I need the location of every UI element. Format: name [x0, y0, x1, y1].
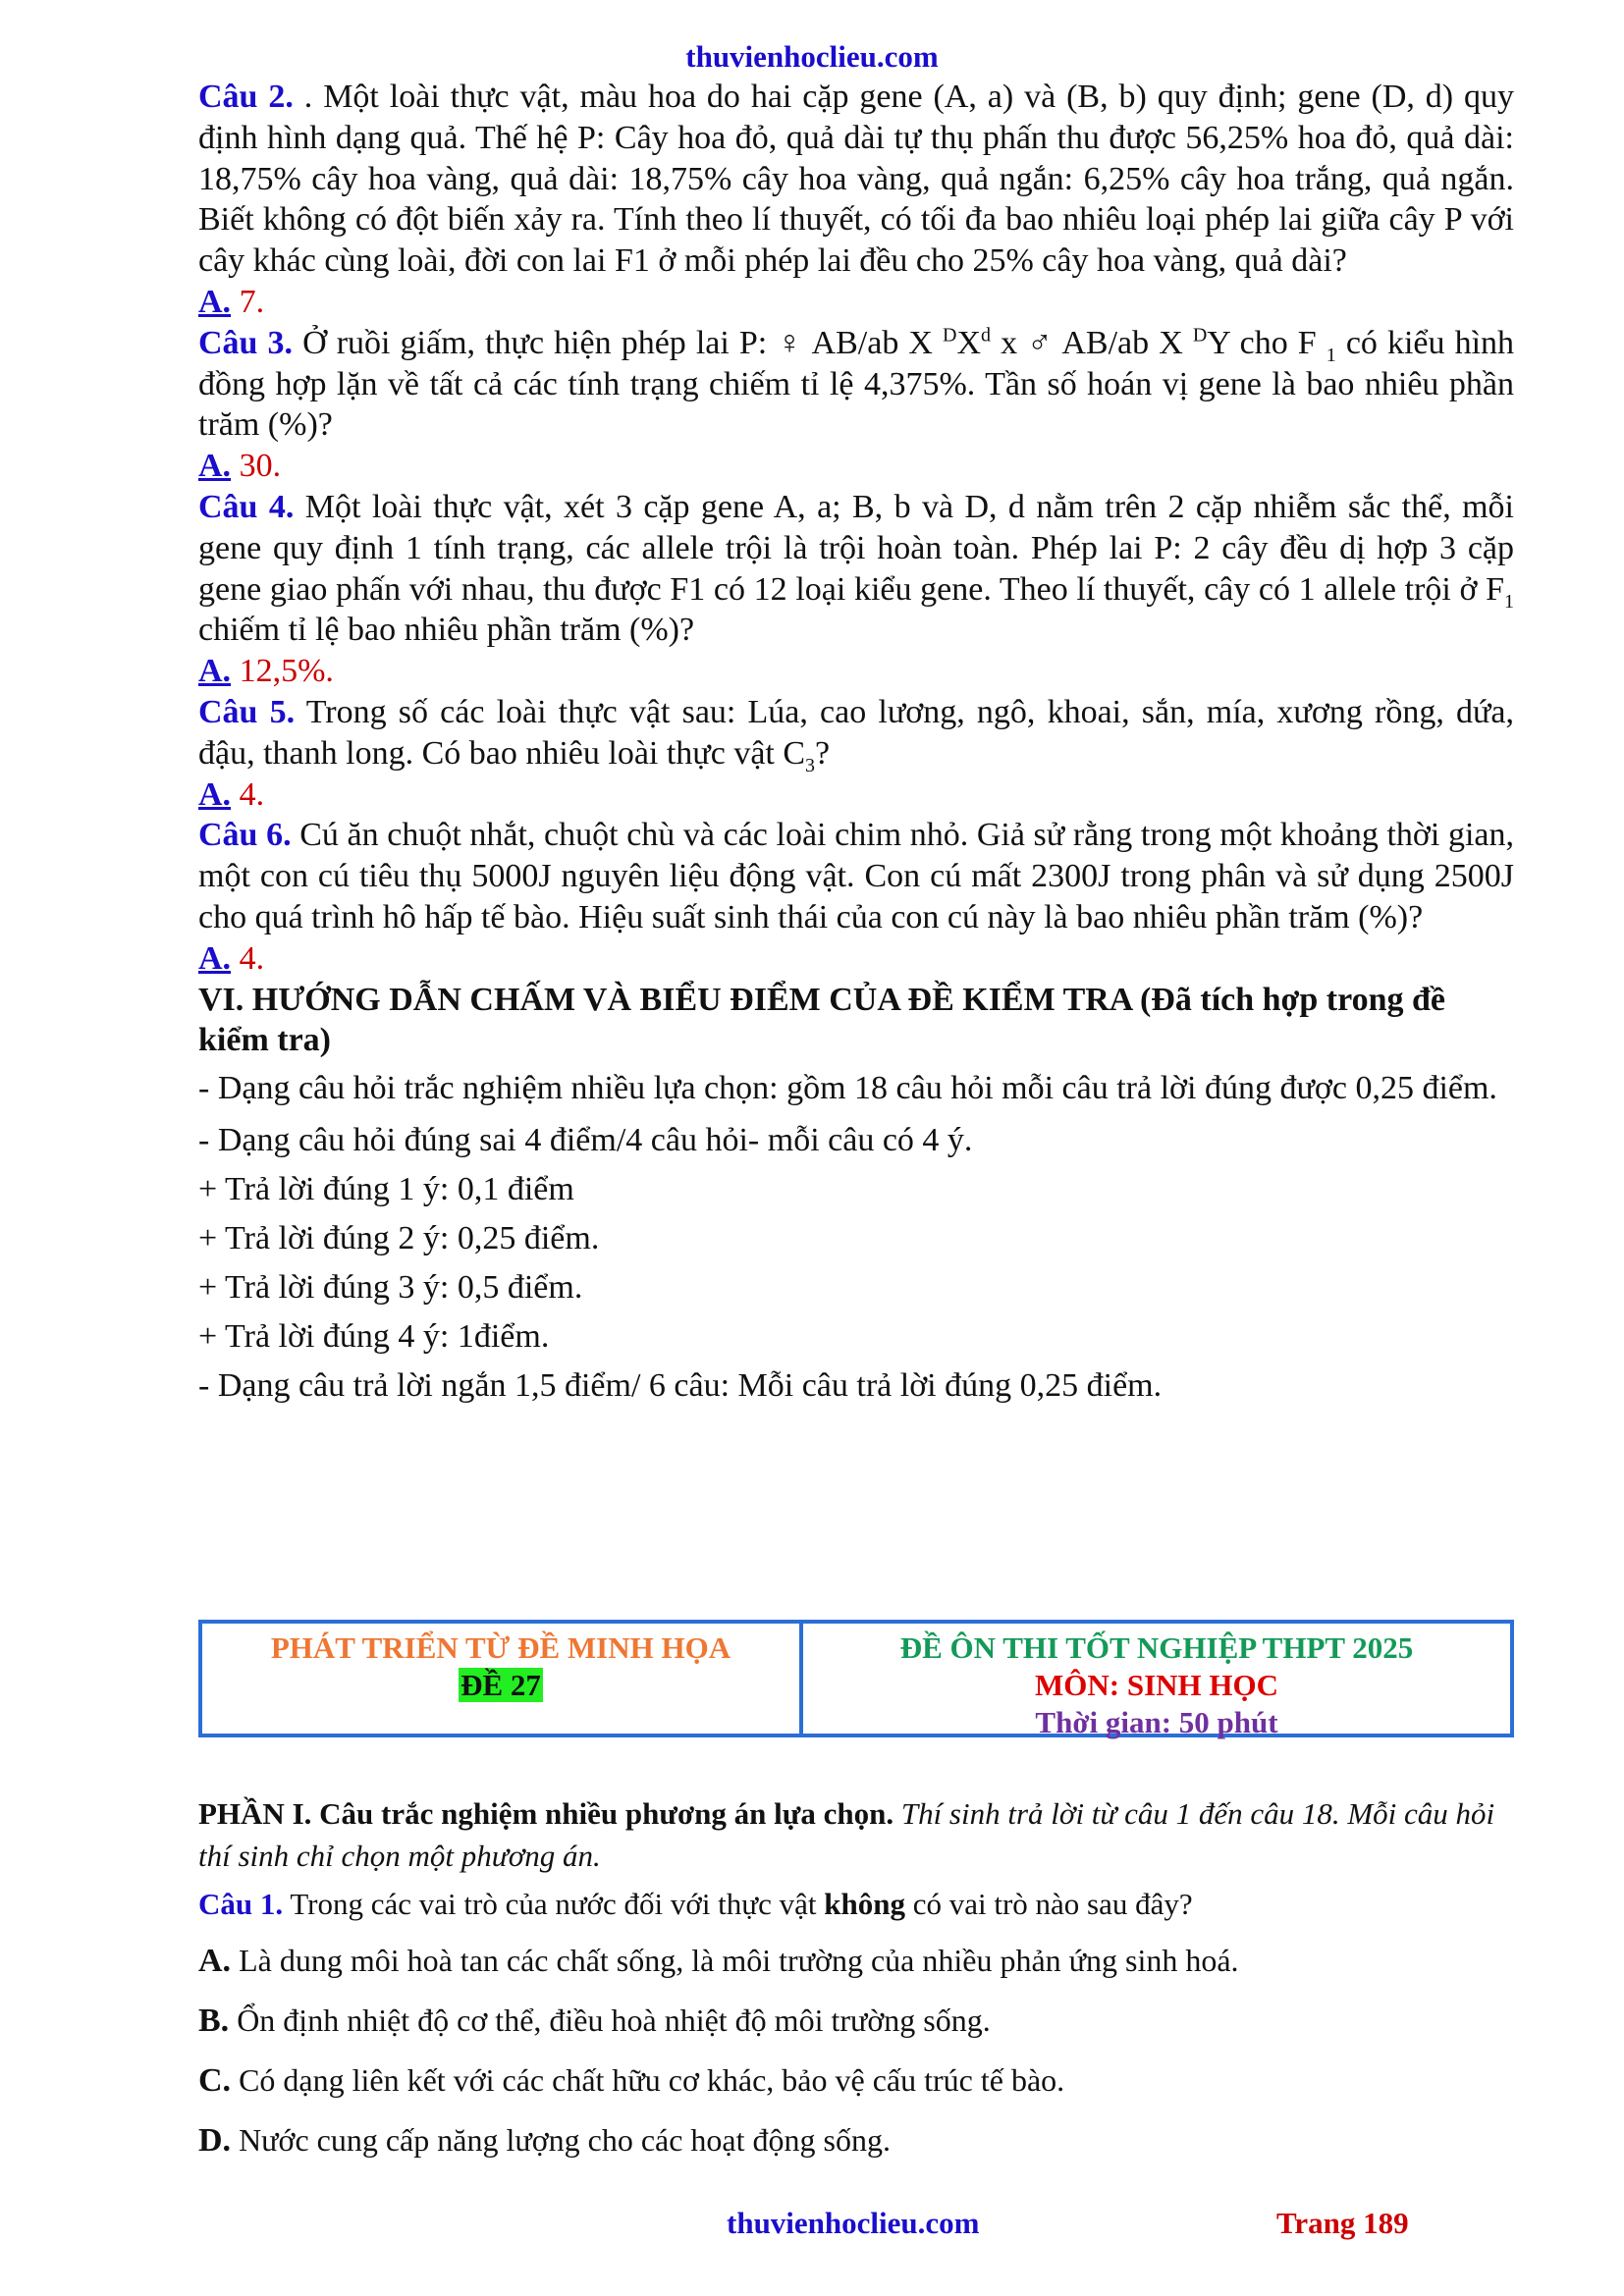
question-6	[198, 815, 1514, 937]
grading-rule: + Trả lời đúng 3 ý: 0,5 điểm.	[198, 1268, 583, 1306]
exam-box-left	[202, 1624, 803, 1734]
question-label: Câu 5.	[198, 693, 296, 730]
question-label: Câu 4.	[198, 488, 295, 525]
option-text: Là dung môi hoà tan các chất sống, là môi trường của nhiều phản ứng sinh hoá.	[231, 1943, 1239, 1978]
option-label: A.	[198, 1943, 232, 1979]
option-c	[198, 2051, 1514, 2110]
question-text: x ♂ AB/ab X	[991, 324, 1183, 361]
part-1-heading	[198, 1792, 1514, 1877]
page-number: Trang 189	[1276, 2206, 1409, 2240]
question-text: Ở ruồi giấm, thực hiện phép lai P: ♀ AB/ab X	[302, 324, 933, 361]
grading-rule: + Trả lời đúng 4 ý: 1điểm.	[198, 1317, 550, 1355]
option-text: Ổn định nhiệt độ cơ thể, điều hoà nhiệt độ môi trường sống.	[229, 2002, 991, 2038]
answer-5	[198, 774, 1514, 816]
footer-site-link[interactable]: thuvienhoclieu.com	[727, 2206, 980, 2240]
superscript: d	[981, 324, 992, 347]
answer-3	[198, 446, 1514, 487]
question-text: Cú ăn chuột nhắt, chuột chù và các loài chim nhỏ. Giả sử rằng trong một khoảng thời gian, một con cú tiêu thụ 5000J nguyên liệu động vật. Con cú mất 2300J trong phân và sử dụng 2500J cho quá trình hô hấp tế bào. Hiệu suất sinh thái của con cú này là bao nhiêu phần trăm (%)?	[198, 817, 1515, 935]
grading-rule: - Dạng câu trả lời ngắn 1,5 điểm/ 6 câu: Mỗi câu trả lời đúng 0,25 điểm.	[198, 1366, 1163, 1404]
answer-label: A.	[198, 653, 232, 690]
subscript: 1	[1504, 590, 1514, 613]
main-content	[198, 77, 1514, 1411]
section-title: VI. HƯỚNG DẪN CHẤM VÀ BIỂU ĐIỂM CỦA ĐỀ KIỂM TRA (Đã tích hợp trong đề kiểm tra)	[198, 981, 1445, 1058]
question-4	[198, 487, 1514, 651]
superscript: D	[943, 324, 957, 347]
question-text: X	[956, 324, 982, 361]
question-label: Câu 2.	[198, 79, 294, 115]
option-label: D.	[198, 2122, 232, 2159]
grading-rule: - Dạng câu hỏi đúng sai 4 điểm/4 câu hỏi- mỗi câu có 4 ý.	[198, 1121, 973, 1158]
question-label: Câu 3.	[198, 324, 294, 361]
exam-box-right	[803, 1624, 1510, 1739]
question-text: chiếm tỉ lệ bao nhiêu phần trăm (%)?	[198, 612, 695, 649]
answer-value: 4.	[239, 939, 265, 977]
answer-value: 7.	[239, 283, 265, 320]
answer-label: A.	[198, 283, 232, 320]
question-text: có kiểu hình đồng hợp lặn về tất cả các tính trạng chiếm tỉ lệ 4,375%. Tần số hoán vị gene là bao nhiêu phần trăm (%)?	[198, 324, 1515, 444]
answer-4	[198, 651, 1514, 692]
option-d	[198, 2110, 1514, 2170]
exam-number: ĐỀ 27	[460, 1668, 541, 1702]
part-1-instruction: Thí sinh trả lời từ câu 1 đến câu 18. Mỗi câu hỏi thí sinh chỉ chọn một phương án.	[198, 1796, 1495, 1873]
question-text: ?	[815, 734, 831, 772]
question-text: Trong số các loài thực vật sau: Lúa, cao lương, ngô, khoai, sắn, mía, xương rồng, dứa, đậu, thanh long. Có bao nhiêu loài thực vật C	[198, 693, 1515, 772]
question-text: Y cho F	[1207, 324, 1317, 361]
exam-source-title: PHÁT TRIỂN TỪ ĐỀ MINH HỌA	[270, 1630, 731, 1665]
options-list	[198, 1931, 1514, 2170]
question-emphasis: không	[824, 1887, 905, 1921]
answer-value: 12,5%.	[239, 653, 334, 690]
question-1	[198, 1883, 1514, 1925]
answer-label: A.	[198, 448, 232, 485]
subscript: 1	[1326, 344, 1336, 366]
question-3	[198, 323, 1514, 446]
question-text: có vai trò nào sau đây?	[904, 1887, 1193, 1921]
question-text: Trong các vai trò của nước đối với thực vật	[283, 1887, 825, 1921]
grading-rule: + Trả lời đúng 1 ý: 0,1 điểm	[198, 1170, 574, 1207]
option-a	[198, 1931, 1514, 1991]
exam-subject: MÔN: SINH HỌC	[1035, 1668, 1278, 1702]
question-text: . Một loài thực vật, màu hoa do hai cặp gene (A, a) và (B, b) quy định; gene (D, d) quy định hình dạng quả. Thế hệ P: Cây hoa đỏ, quả dài tự thụ phấn thu được 56,25% hoa đỏ, quả dài: 18,75% cây hoa vàng, quả dài: 18,75% cây hoa vàng, quả ngắn: 6,25% cây hoa trắng, quả ngắn. Biết không có đột biến xảy ra. Tính theo lí thuyết, có tối đa bao nhiêu loại phép lai giữa cây P với cây khác cùng loài, đời con lai F1 ở mỗi phép lai đều cho 25% cây hoa vàng, quả dài?	[198, 79, 1515, 280]
question-5	[198, 692, 1514, 774]
option-text: Nước cung cấp năng lượng cho các hoạt động sống.	[231, 2122, 891, 2158]
answer-label: A.	[198, 939, 232, 977]
option-text: Có dạng liên kết với các chất hữu cơ khác, bảo vệ cấu trúc tế bào.	[231, 2062, 1065, 2098]
part-1-title: PHẦN I. Câu trắc nghiệm nhiều phương án lựa chọn.	[198, 1796, 894, 1831]
question-label: Câu 1.	[198, 1887, 284, 1921]
exam-header-box	[198, 1620, 1514, 1737]
exam-title: ĐỀ ÔN THI TỐT NGHIỆP THPT 2025	[899, 1630, 1414, 1665]
header-site-link[interactable]: thuvienhoclieu.com	[685, 39, 939, 74]
answer-2	[198, 282, 1514, 323]
answer-label: A.	[198, 775, 232, 813]
grading-rule: + Trả lời đúng 2 ý: 0,25 điểm.	[198, 1219, 600, 1256]
exam-duration: Thời gian: 50 phút	[1035, 1705, 1278, 1739]
superscript: D	[1192, 324, 1208, 347]
option-label: B.	[198, 2002, 230, 2039]
subscript: 3	[805, 754, 816, 776]
option-label: C.	[198, 2062, 232, 2099]
answer-value: 30.	[239, 448, 282, 485]
option-b	[198, 1991, 1514, 2051]
grading-rule: - Dạng câu hỏi trắc nghiệm nhiều lựa chọn: gồm 18 câu hỏi mỗi câu trả lời đúng được 0,25 điểm.	[198, 1069, 1497, 1106]
answer-6	[198, 938, 1514, 980]
question-2	[198, 77, 1514, 282]
answer-value: 4.	[239, 775, 265, 813]
question-label: Câu 6.	[198, 817, 292, 854]
part-1	[198, 1792, 1514, 2170]
question-text: Một loài thực vật, xét 3 cặp gene A, a; B, b và D, d nằm trên 2 cặp nhiễm sắc thể, mỗi gene quy định 1 tính trạng, các allele trội là trội hoàn toàn. Phép lai P: 2 cây đều dị hợp 3 cặp gene giao phấn với nhau, thu được F1 có 12 loại kiểu gene. Theo lí thuyết, cây có 1 allele trội ở F	[198, 488, 1514, 608]
